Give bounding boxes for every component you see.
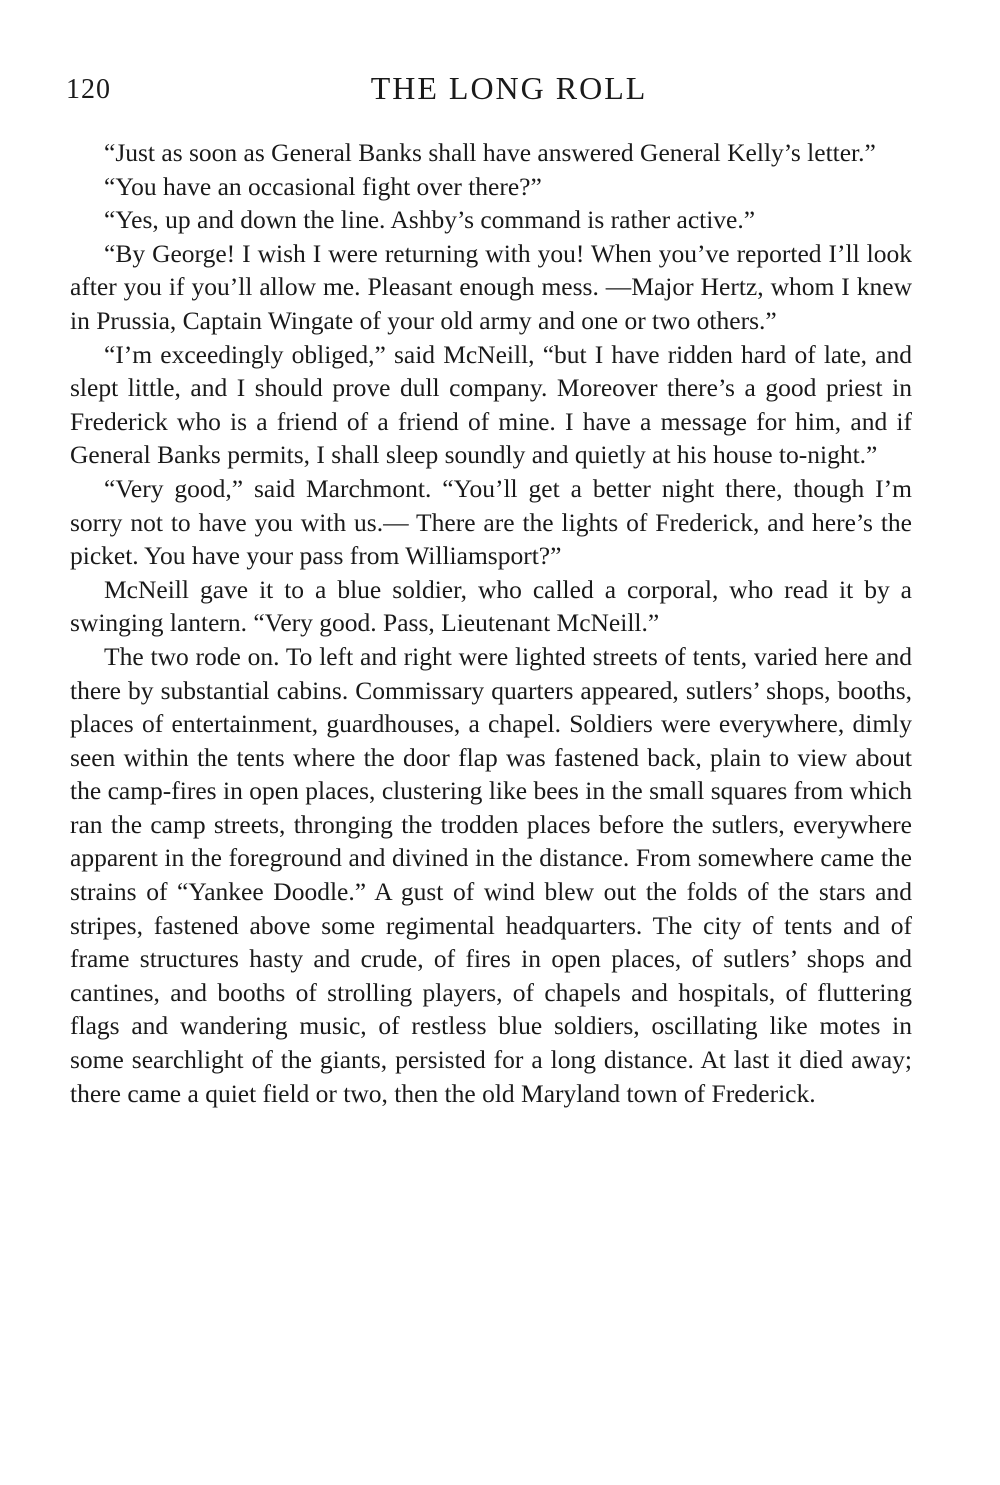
paragraph: The two rode on. To left and right were lighted streets of tents, varied here and there by substantial cabins. Commissary quarters appeared, sutlers’ shops, booths, places of entertainment, guardhouses, a chapel. Soldiers were everywhere, dimly seen within the tents where the door flap was fastened back, plain to view about the camp-fires in open places, clustering like bees in the small squares from which ran the camp streets, thronging the trodden places before the sutlers, everywhere apparent in the foreground and divined in the distance. From somewhere came the strains of “Yankee Doodle.” A gust of wind blew out the folds of the stars and stripes, fastened above some regimental headquarters. The city of tents and of frame structures hasty and crude, of fires in open places, of sutlers’ shops and cantines, and booths of strolling players, of chapels and hospitals, of fluttering flags and wandering music, of restless blue soldiers, oscillating like motes in some searchlight of the giants, persisted for a long distance. At last it died away; there came a quiet field or two, then the old Maryland town of Frederick. bbox=[70, 641, 912, 1108]
paragraph: “Yes, up and down the line. Ashby’s command is rather active.” bbox=[104, 205, 756, 235]
book-title: THE LONG ROLL bbox=[370, 70, 648, 106]
body-text bbox=[70, 136, 912, 1110]
paragraph: “Just as soon as General Banks shall have answered General Kelly’s letter.” bbox=[104, 138, 876, 167]
paragraph: “By George! I wish I were returning with you! When you’ve reported I’ll look after you if you’ll allow me. Pleasant enough mess. —Major Hertz, whom I knew in Prussia, Captain Wingate of your old army and one or two others.” bbox=[70, 238, 912, 335]
paragraph: “Very good,” said Marchmont. “You’ll get a better night there, though I’m sorry not to have you with us.— There are the lights of Frederick, and here’s the picket. You have your pass from Williamsport?” bbox=[70, 473, 912, 571]
paragraph: McNeill gave it to a blue soldier, who called a corporal, who read it by a swinging lantern. “Very good. Pass, Lieutenant McNeill.” bbox=[70, 574, 912, 638]
page-number: 120 bbox=[66, 74, 111, 105]
paragraph: “I’m exceedingly obliged,” said McNeill, “but I have ridden hard of late, and slept little, and I should prove dull company. Moreover there’s a good priest in Frederick who is a friend of a friend of mine. I have a message for him, and if General Banks permits, I shall sleep soundly and quietly at his house to-night.” bbox=[70, 339, 912, 470]
running-head bbox=[66, 70, 912, 110]
paragraph: “You have an occasional fight over there?” bbox=[104, 171, 542, 201]
